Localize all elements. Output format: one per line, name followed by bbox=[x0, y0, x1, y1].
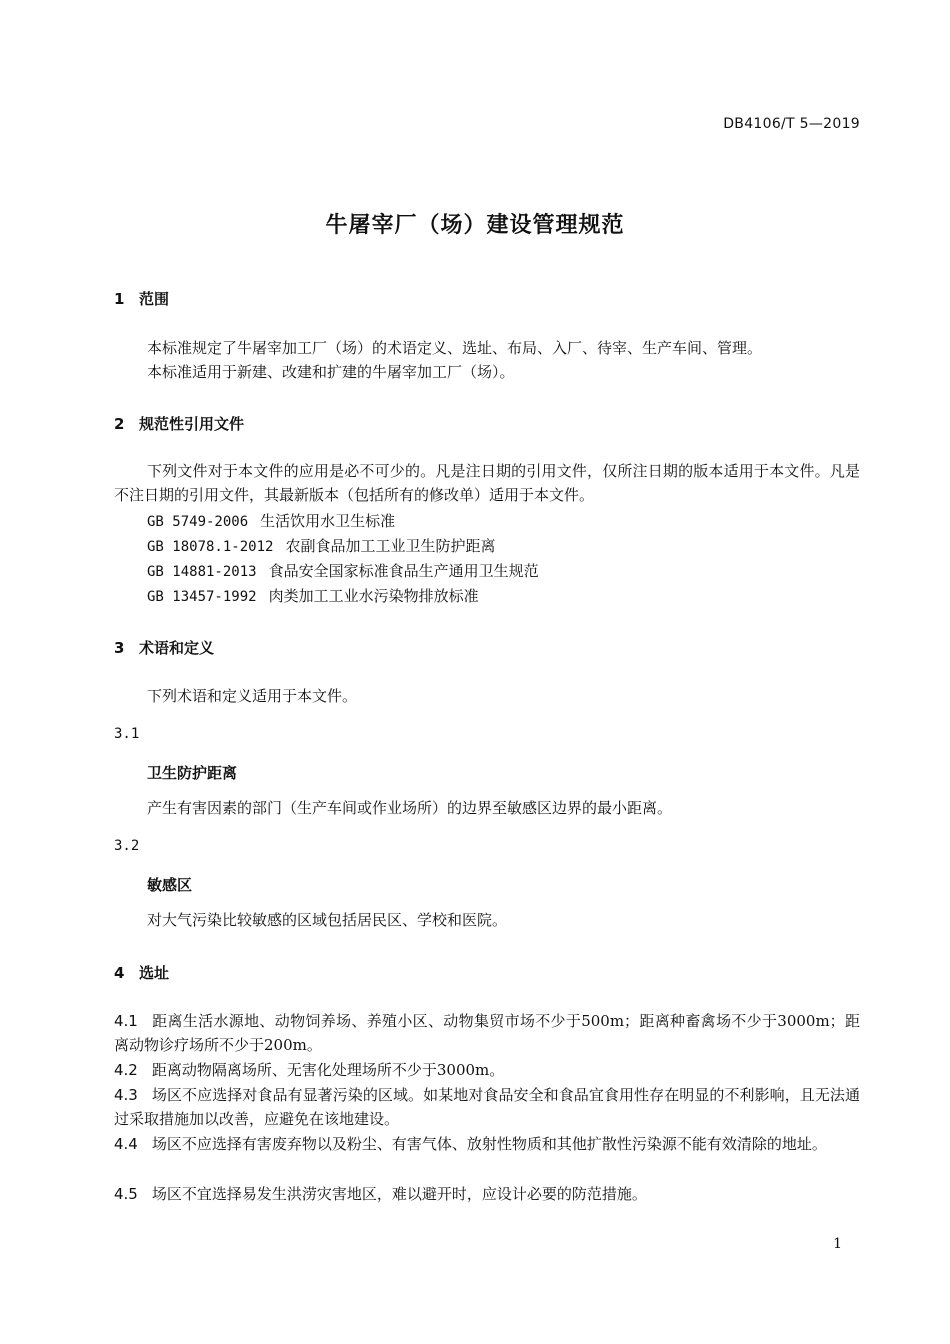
clause-number: 4.5 bbox=[114, 1185, 138, 1203]
section-title: 选址 bbox=[139, 964, 170, 982]
section-heading-normative-references bbox=[114, 413, 244, 434]
reference-name: 食品安全国家标准食品生产通用卫生规范 bbox=[268, 562, 539, 580]
section-title: 范围 bbox=[139, 290, 170, 308]
term-number: 3.1 bbox=[114, 726, 140, 742]
clause-text: 场区不宜选择易发生洪涝灾害地区，难以避开时，应设计必要的防范措施。 bbox=[151, 1185, 647, 1203]
section-number: 3 bbox=[114, 639, 125, 657]
reference-name: 农副食品加工工业卫生防护距离 bbox=[285, 537, 496, 555]
section-number: 1 bbox=[114, 290, 125, 308]
clause-number: 4.2 bbox=[114, 1061, 138, 1079]
term-name: 卫生防护距离 bbox=[147, 764, 238, 782]
paragraph: 下列文件对于本文件的应用是必不可少的。凡是注日期的引用文件，仅所注日期的版本适用于本文件。凡是不注日期的引用文件，其最新版本（包括所有的修改单）适用于本文件。 bbox=[114, 462, 860, 504]
clause-item bbox=[114, 1009, 860, 1057]
paragraph: 本标准适用于新建、改建和扩建的牛屠宰加工厂（场）。 bbox=[147, 363, 515, 381]
paragraph: 下列术语和定义适用于本文件。 bbox=[147, 687, 358, 705]
term-name: 敏感区 bbox=[147, 876, 193, 894]
section-number: 2 bbox=[114, 415, 125, 433]
reference-item bbox=[147, 509, 395, 534]
clause-item bbox=[114, 1182, 860, 1206]
clause-text: 场区不应选择有害废弃物以及粉尘、有害气体、放射性物质和其他扩散性污染源不能有效清除的地址。 bbox=[151, 1135, 827, 1153]
reference-item bbox=[147, 534, 495, 559]
clause-text: 距离生活水源地、动物饲养场、养殖小区、动物集贸市场不少于500m；距离种畜禽场不少于3000m；距离动物诊疗场所不少于200m。 bbox=[114, 1012, 860, 1054]
term-number: 3.2 bbox=[114, 838, 140, 854]
reference-code: GB 5749-2006 bbox=[147, 514, 249, 530]
reference-name: 生活饮用水卫生标准 bbox=[260, 512, 396, 530]
clause-number: 4.4 bbox=[114, 1135, 138, 1153]
reference-item bbox=[147, 559, 539, 584]
clause-item bbox=[114, 1083, 860, 1131]
clause-item bbox=[114, 1058, 860, 1082]
term-definition: 产生有害因素的部门（生产车间或作业场所）的边界至敏感区边界的最小距离。 bbox=[147, 799, 673, 817]
reference-name: 肉类加工工业水污染物排放标准 bbox=[268, 587, 479, 605]
reference-code: GB 14881-2013 bbox=[147, 564, 257, 580]
clause-number: 4.3 bbox=[114, 1086, 138, 1104]
reference-item bbox=[147, 584, 479, 609]
document-title: 牛屠宰厂（场）建设管理规范 bbox=[325, 213, 625, 238]
document-code: DB4106/T 5—2019 bbox=[723, 116, 860, 132]
section-number: 4 bbox=[114, 964, 125, 982]
paragraph: 本标准规定了牛屠宰加工厂（场）的术语定义、选址、布局、入厂、待宰、生产车间、管理。 bbox=[147, 339, 763, 357]
clause-text: 距离动物隔离场所、无害化处理场所不少于3000m。 bbox=[151, 1061, 505, 1079]
clause-text: 场区不应选择对食品有显著污染的区域。如某地对食品安全和食品宜食用性存在明显的不利影响，且无法通过采取措施加以改善，应避免在该地建设。 bbox=[114, 1086, 860, 1128]
section-heading-terms bbox=[114, 637, 214, 658]
page-number: 1 bbox=[833, 1236, 842, 1252]
section-title: 术语和定义 bbox=[139, 639, 215, 657]
clause-item bbox=[114, 1132, 860, 1156]
clause-number: 4.1 bbox=[114, 1012, 138, 1030]
section-title: 规范性引用文件 bbox=[139, 415, 245, 433]
reference-code: GB 18078.1-2012 bbox=[147, 539, 274, 555]
section-heading-scope bbox=[114, 288, 169, 309]
term-definition: 对大气污染比较敏感的区域包括居民区、学校和医院。 bbox=[147, 911, 508, 929]
reference-code: GB 13457-1992 bbox=[147, 589, 257, 605]
section-heading-site-selection bbox=[114, 962, 169, 983]
